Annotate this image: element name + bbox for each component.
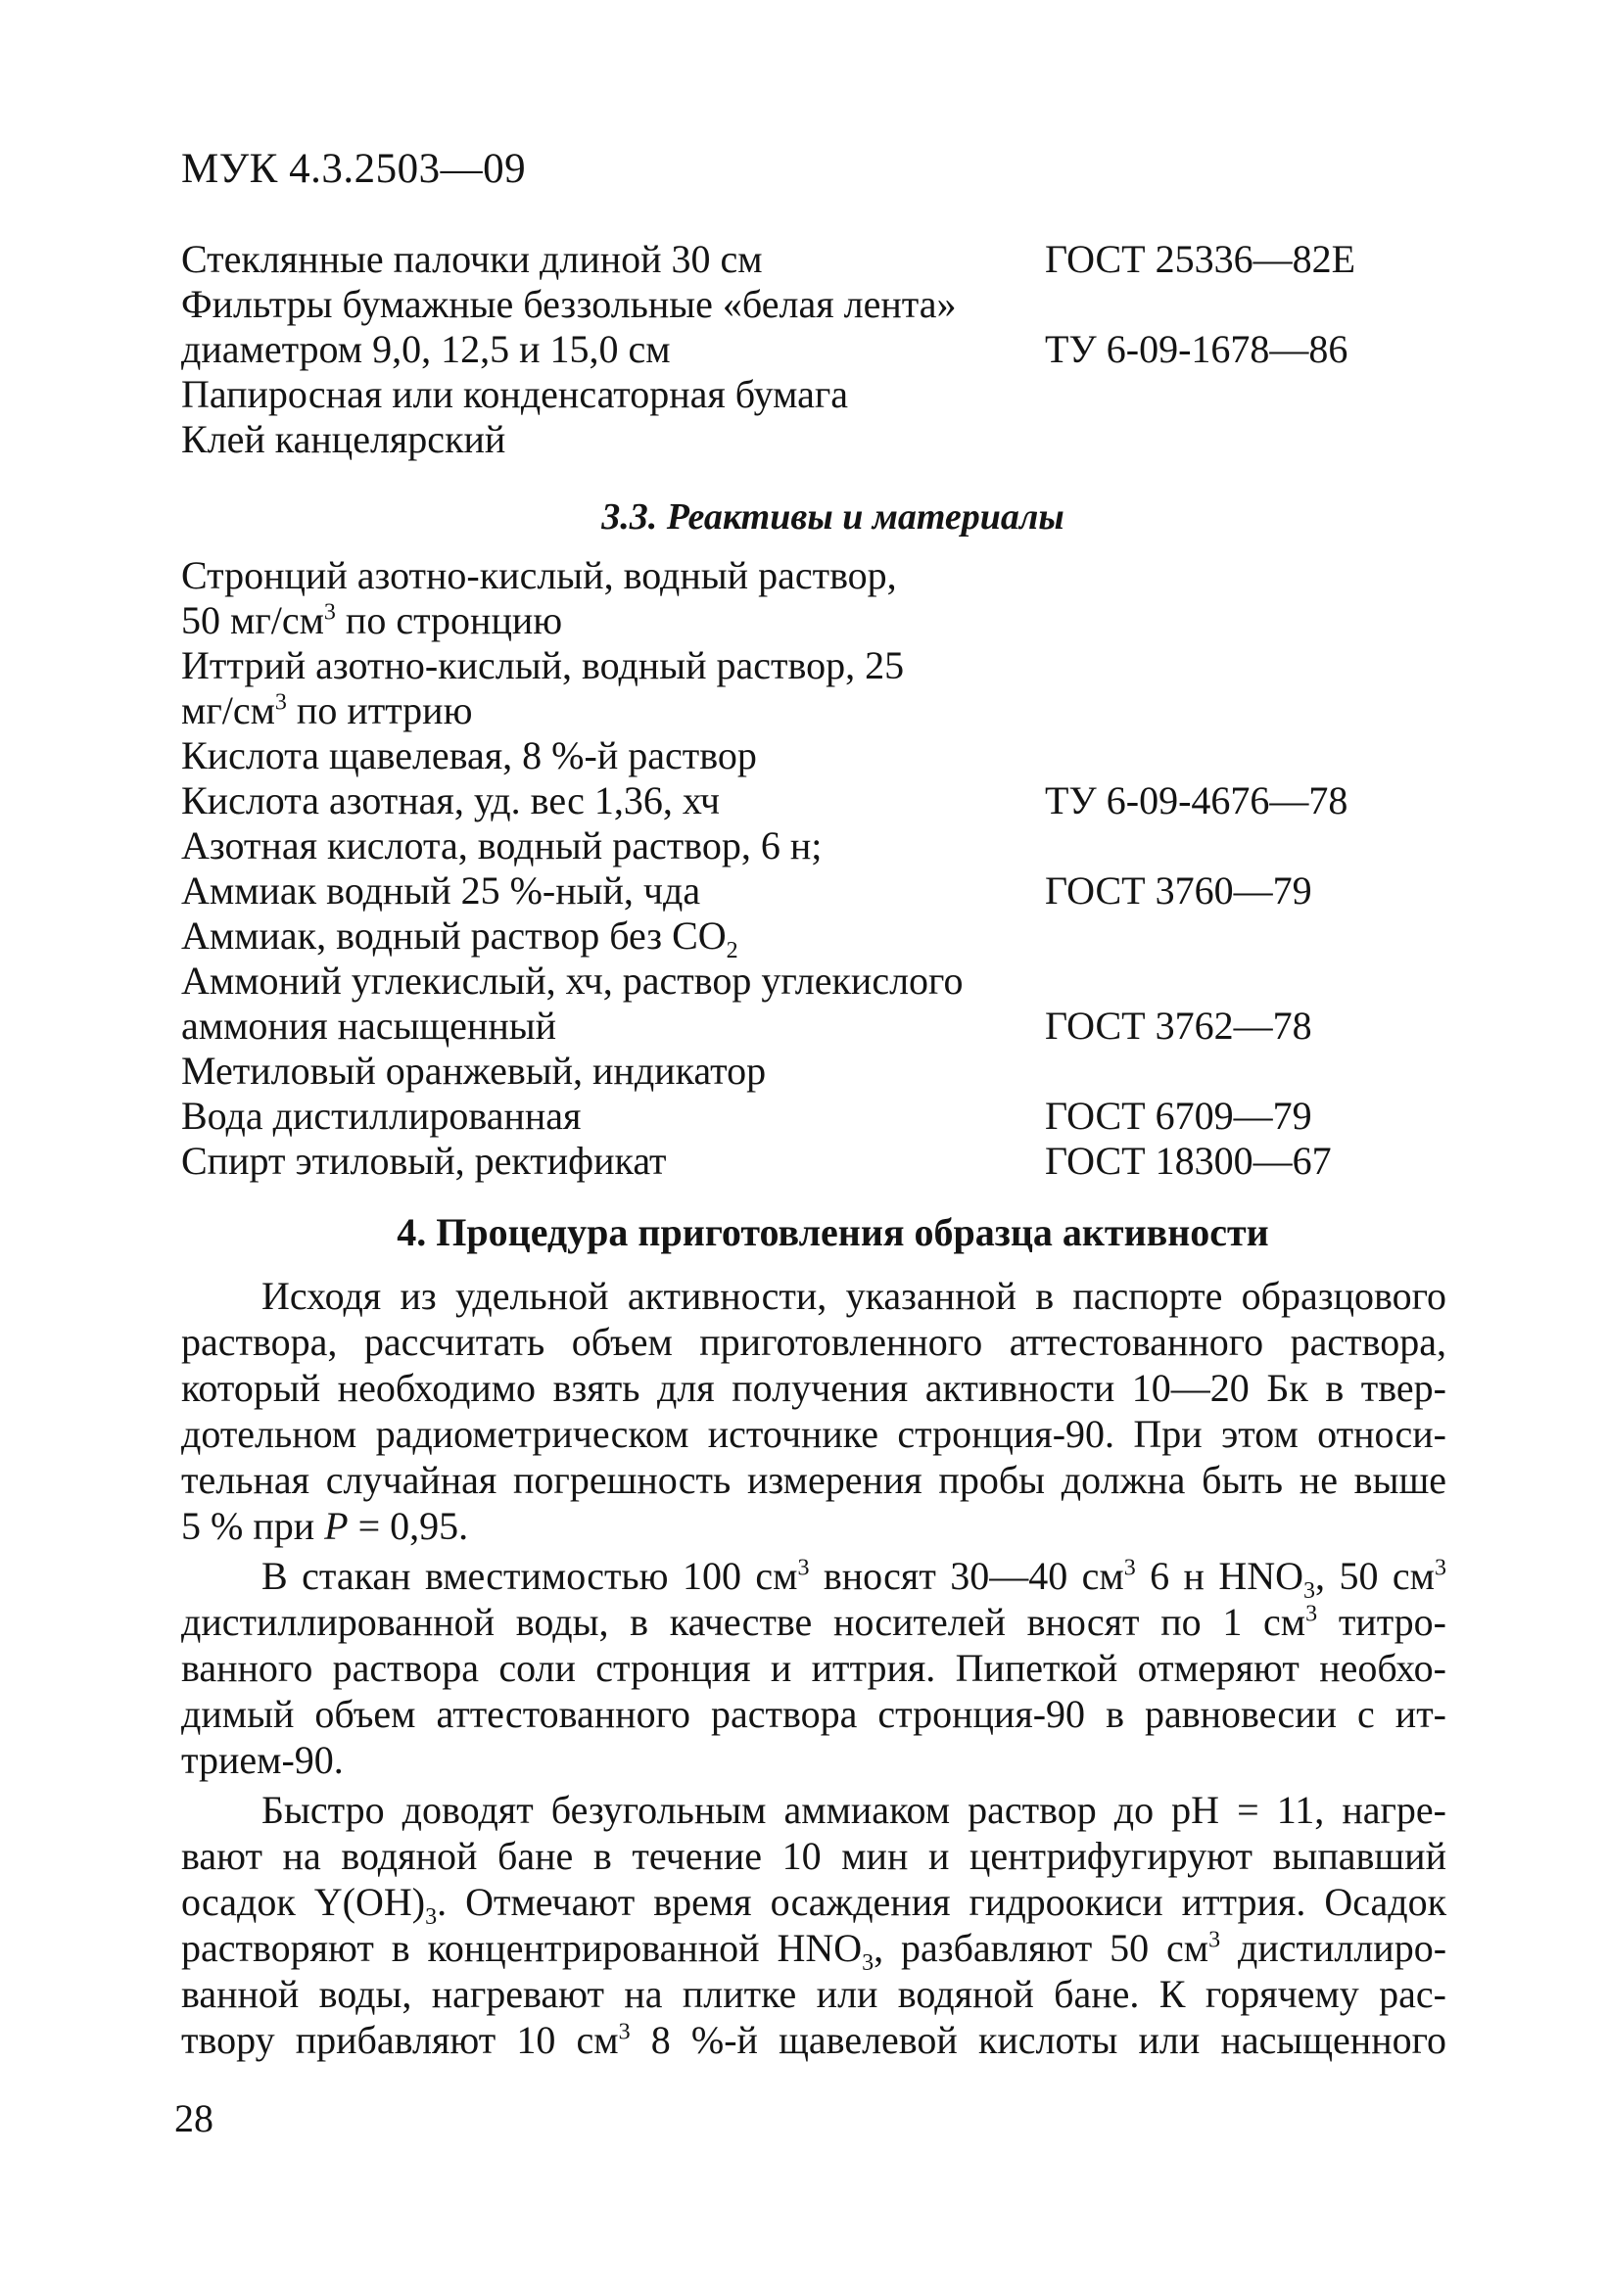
item-standard: ТУ 6-09-4676—78 [1045,778,1348,822]
item-name: Фильтры бумажные беззольные «белая лента» [181,282,957,326]
paragraph: Быстро доводят безугольным аммиаком раствор до pH = 11, нагре- вают на водяной бане в течение 10 мин и центрифугируют выпавший осадок $Y(OH)_3$. Отмечают время осаждения гидроокиси иттрия. Осадок растворяют в концентрированной $HNO_3$, разбавляют 50 $см^3$ дистиллиро- ванной воды, нагревают на плитке или водяной бане. К горячему рас- твору прибавляют 10 $см^3$ 8 %-й щавелевой кислоты или насыщенного [181,1788,1447,2062]
item-name: Азотная кислота, водный раствор, 6 н; [181,823,823,867]
list-item [181,417,1454,462]
list-item [181,868,1454,914]
reagents-list [181,553,1454,1184]
list-item [181,643,1454,688]
item-name: Спирт этиловый, ректификат [181,1139,667,1183]
list-item [181,553,1454,598]
item-name: диаметром 9,0, 12,5 и 15,0 см [181,327,671,371]
item-name: Аммоний углекислый, хч, раствор углекислого [181,959,964,1003]
section-title: 4. Процедура приготовления образца активности [397,1210,1269,1254]
list-item [181,733,1454,778]
item-name: Кислота щавелевая, 8 %-й раствор [181,733,757,777]
item-standard: ГОСТ 3762—78 [1045,1004,1312,1048]
item-name: аммония насыщенный [181,1004,557,1048]
item-name: Папиросная или конденсаторная бумага [181,372,849,416]
body-text [181,1273,1446,2067]
item-name: $мг/см^3$ по иттрию [181,688,473,732]
item-name: Клей канцелярский [181,417,506,461]
item-name: Аммиак водный 25 %-ный, чда [181,868,701,913]
list-item [181,282,1454,327]
paragraph: Исходя из удельной активности, указанной в паспорте образцового раствора, рассчитать объем приготовленного аттестованного раствора, который необходимо взять для получения активности 10—20 Бк в твер- дотельном радиометрическом источнике стронция-90. При этом относи- тельная случайная погрешность измерения пробы должна быть не выше 5 % при P = 0,95. [181,1274,1446,1548]
item-name: Метиловый оранжевый, индикатор [181,1049,767,1093]
document-code-header: МУК 4.3.2503—09 [181,146,527,192]
list-item [181,598,1454,643]
item-name: Стеклянные палочки длиной 30 см [181,237,763,281]
list-item [181,1004,1454,1049]
page-number: 28 [174,2096,213,2140]
item-standard: ГОСТ 25336—82Е [1045,237,1356,281]
item-name: Стронций азотно-кислый, водный раствор, [181,553,897,597]
subsection-title: 3.3. Реактивы и материалы [601,496,1064,538]
list-item [181,778,1454,823]
list-item [181,688,1454,733]
item-standard: ГОСТ 3760—79 [1045,868,1312,913]
list-item [181,959,1454,1004]
item-name: Иттрий азотно-кислый, водный раствор, 25 [181,643,905,687]
paragraph: В стакан вместимостью 100 $см^3$ вносят 30—40 $см^3$ 6 н $HNO_3$, 50 $см^3$ дистиллированной воды, в качестве носителей вносят по 1 $см^3$ титро- ванного раствора соли стронция и иттрия. Пипеткой отмеряют необхо- димый объем аттестованного раствора стронция-90 в равновесии с ит- трием-90. [181,1554,1446,1782]
list-item [181,914,1454,963]
item-standard: ГОСТ 6709—79 [1045,1094,1312,1138]
item-name: Вода дистиллированная [181,1094,582,1138]
list-item [181,327,1454,372]
list-item [181,372,1454,417]
list-item [181,1049,1454,1094]
item-name: Аммиак, водный раствор без $СО_2$ [181,914,738,963]
list-item [181,1094,1454,1139]
list-item [181,237,1454,282]
list-item [181,823,1454,868]
equipment-list [181,237,1454,462]
item-standard: ТУ 6-09-1678—86 [1045,327,1348,371]
list-item [181,1139,1454,1184]
item-standard: ГОСТ 18300—67 [1045,1139,1332,1183]
item-name: 50 $мг/см^3$ по стронцию [181,598,563,642]
item-name: Кислота азотная, уд. вес 1,36, хч [181,778,720,822]
